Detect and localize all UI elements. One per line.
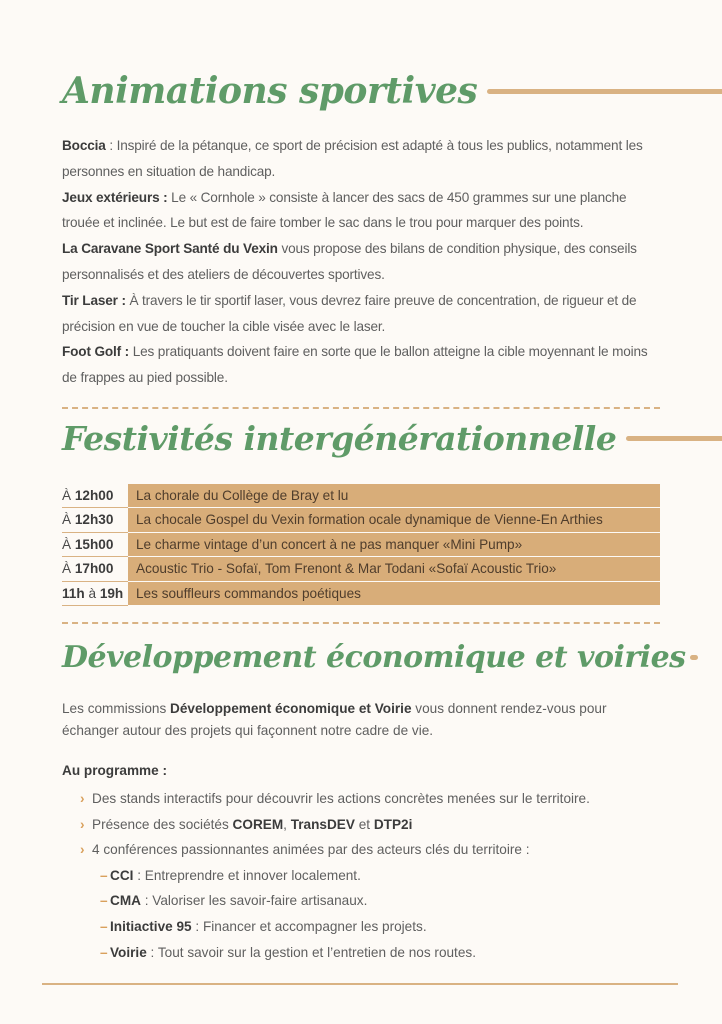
- dash-icon: –: [100, 944, 108, 960]
- econ-heading-line: [690, 655, 698, 660]
- section-divider: [62, 407, 660, 409]
- section-divider: [62, 622, 660, 624]
- fest-heading-line: [626, 436, 722, 441]
- sport-heading-line: [487, 89, 722, 94]
- schedule-event: La chorale du Collège de Bray et lu: [128, 484, 660, 508]
- schedule-time: À 12h00: [62, 484, 128, 508]
- schedule-time: À 12h30: [62, 508, 128, 532]
- econ-heading: Développement économique et voiries: [62, 640, 686, 675]
- sport-paragraph: [62, 133, 662, 391]
- list-item: › Des stands interactifs pour découvrir les actions concrètes menées sur le territoire.: [80, 786, 680, 812]
- dash-icon: –: [100, 918, 108, 934]
- sport-item: Foot Golf : Les pratiquants doivent faire en sorte que le ballon atteigne la cible moyennant le moins de frappes au pied possible.: [62, 344, 648, 386]
- schedule-event: Acoustic Trio - Sofaï, Tom Frenont & Mar Todani «Sofaï Acoustic Trio»: [128, 557, 660, 581]
- program-list: [80, 786, 680, 965]
- bottom-rule: [42, 983, 678, 985]
- schedule-time: À 15h00: [62, 533, 128, 557]
- dash-icon: –: [100, 893, 108, 909]
- schedule-row: [62, 582, 660, 606]
- econ-heading-row: [62, 640, 698, 675]
- fest-heading: Festivités intergénérationnelle: [62, 419, 617, 458]
- schedule-table: [62, 484, 660, 606]
- program-title: Au programme :: [62, 763, 167, 778]
- chevron-right-icon: ›: [80, 791, 85, 806]
- list-item: › 4 conférences passionnantes animées par des acteurs clés du territoire :: [80, 837, 680, 863]
- sub-list-item: – Voirie : Tout savoir sur la gestion et l’entretien de nos routes.: [80, 940, 680, 966]
- sport-item: Tir Laser : À travers le tir sportif laser, vous devrez faire preuve de concentration, de rigueur et de précision en vue de toucher la cible visée avec le laser.: [62, 292, 637, 334]
- sub-list-item: – CCI : Entreprendre et innover localement.: [80, 863, 680, 889]
- dash-icon: –: [100, 867, 108, 883]
- schedule-time: À 17h00: [62, 557, 128, 581]
- schedule-event: Le charme vintage d’un concert à ne pas manquer «Mini Pump»: [128, 533, 660, 557]
- chevron-right-icon: ›: [80, 842, 85, 858]
- schedule-event: La chocale Gospel du Vexin formation ocale dynamique de Vienne-En Arthies: [128, 508, 660, 532]
- schedule-row: [62, 508, 660, 532]
- list-item: › Présence des sociétés COREM, TransDEV et DTP2i: [80, 812, 680, 838]
- schedule-time: 11h à 19h: [62, 582, 128, 606]
- sub-list-item: – Initiactive 95 : Financer et accompagner les projets.: [80, 914, 680, 940]
- schedule-row: [62, 484, 660, 508]
- sport-item: Jeux extérieurs : Le « Cornhole » consiste à lancer des sacs de 450 grammes sur une planche trouée et inclinée. Le but est de faire tomber le sac dans le trou pour marquer des points.: [62, 189, 627, 231]
- schedule-event: Les souffleurs commandos poétiques: [128, 582, 660, 606]
- sport-heading-row: [62, 70, 722, 112]
- fest-heading-row: [62, 419, 722, 458]
- econ-intro: Les commissions Développement économique et Voirie vous donnent rendez-vous pour échanger autour des projets qui façonnent notre cadre de vie.: [62, 701, 607, 738]
- chevron-right-icon: ›: [80, 816, 85, 832]
- schedule-row: [62, 557, 660, 581]
- sport-item: Boccia : Inspiré de la pétanque, ce sport de précision est adapté à tous les publics, notamment les personnes en situation de handicap.: [62, 138, 643, 179]
- sub-list-item: – CMA : Valoriser les savoir-faire artisanaux.: [80, 888, 680, 914]
- sport-item: La Caravane Sport Santé du Vexin vous propose des bilans de condition physique, des conseils personnalisés et des ateliers de découvertes sportives.: [62, 241, 637, 282]
- schedule-row: [62, 533, 660, 557]
- sport-heading: Animations sportives: [62, 70, 478, 112]
